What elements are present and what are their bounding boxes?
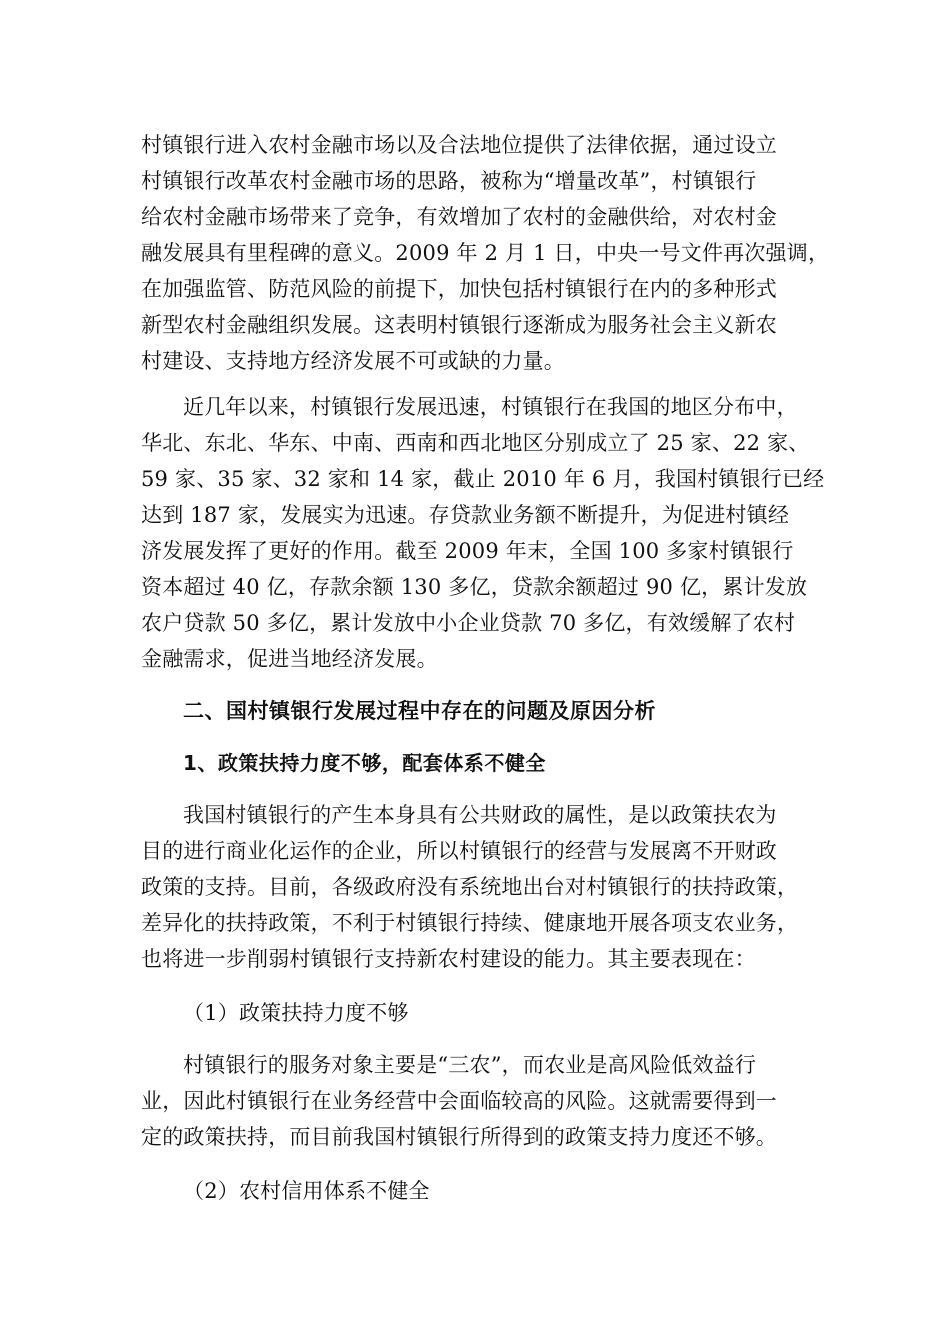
paragraph-1-line-6: 新型农村金融组织发展。这表明村镇银行逐渐成为服务社会主义新农 [141,313,777,337]
paragraph-1-line-4: 融发展具有里程碑的意义。2009 年 2 月 1 日，中央一号文件再次强调， [141,241,830,265]
paragraph-3-line-2: 目的进行商业化运作的企业，所以村镇银行的经营与发展离不开财政 [141,839,777,863]
subsection-heading: 1、政策扶持力度不够，配套体系不健全 [183,751,546,775]
item-1-heading: （1）政策扶持力度不够 [183,1001,409,1025]
paragraph-1-line-5: 在加强监管、防范风险的前提下，加快包括村镇银行在内的多种形式 [141,277,777,301]
paragraph-4-line-1: 村镇银行的服务对象主要是“三农”，而农业是高风险低效益行 [183,1053,757,1077]
paragraph-4-line-3: 定的政策扶持，而目前我国村镇银行所得到的政策支持力度还不够。 [141,1125,777,1149]
paragraph-1-line-2: 村镇银行改革农村金融市场的思路，被称为“增量改革”，村镇银行 [141,169,757,193]
paragraph-3-line-1: 我国村镇银行的产生本身具有公共财政的属性，是以政策扶农为 [183,803,777,827]
paragraph-3-line-5: 也将进一步削弱村镇银行支持新农村建设的能力。其主要表现在： [141,947,756,971]
paragraph-2-line-8: 金融需求，促进当地经济发展。 [141,647,438,671]
paragraph-2-line-5: 济发展发挥了更好的作用。截至 2009 年末，全国 100 多家村镇银行 [141,539,794,563]
paragraph-2-line-4: 达到 187 家，发展实为迅速。存贷款业务额不断提升，为促进村镇经 [141,503,790,527]
item-2-heading: （2）农村信用体系不健全 [183,1179,430,1203]
section-heading: 二、国村镇银行发展过程中存在的问题及原因分析 [183,699,656,723]
paragraph-2-line-1: 近几年以来，村镇银行发展迅速，村镇银行在我国的地区分布中， [183,395,798,419]
paragraph-1-line-3: 给农村金融市场带来了竞争，有效增加了农村的金融供给，对农村金 [141,205,777,229]
paragraph-3-line-3: 政策的支持。目前，各级政府没有系统地出台对村镇银行的扶持政策， [141,875,799,899]
paragraph-2-line-6: 资本超过 40 亿，存款余额 130 多亿，贷款余额超过 90 亿，累计发放 [141,575,808,599]
paragraph-2-line-3: 59 家、35 家、32 家和 14 家，截止 2010 年 6 月，我国村镇银行已经 [141,467,825,491]
paragraph-2-line-7: 农户贷款 50 多亿，累计发放中小企业贷款 70 多亿，有效缓解了农村 [141,611,796,635]
paragraph-1-line-1: 村镇银行进入农村金融市场以及合法地位提供了法律依据，通过设立 [141,133,777,157]
paragraph-3-line-4: 差异化的扶持政策，不利于村镇银行持续、健康地开展各项支农业务， [141,911,799,935]
paragraph-1-line-7: 村建设、支持地方经济发展不可或缺的力量。 [141,349,565,373]
paragraph-4-line-2: 业，因此村镇银行在业务经营中会面临较高的风险。这就需要得到一 [141,1089,777,1113]
paragraph-2-line-2: 华北、东北、华东、中南、西南和西北地区分别成立了 25 家、22 家、 [141,431,810,455]
